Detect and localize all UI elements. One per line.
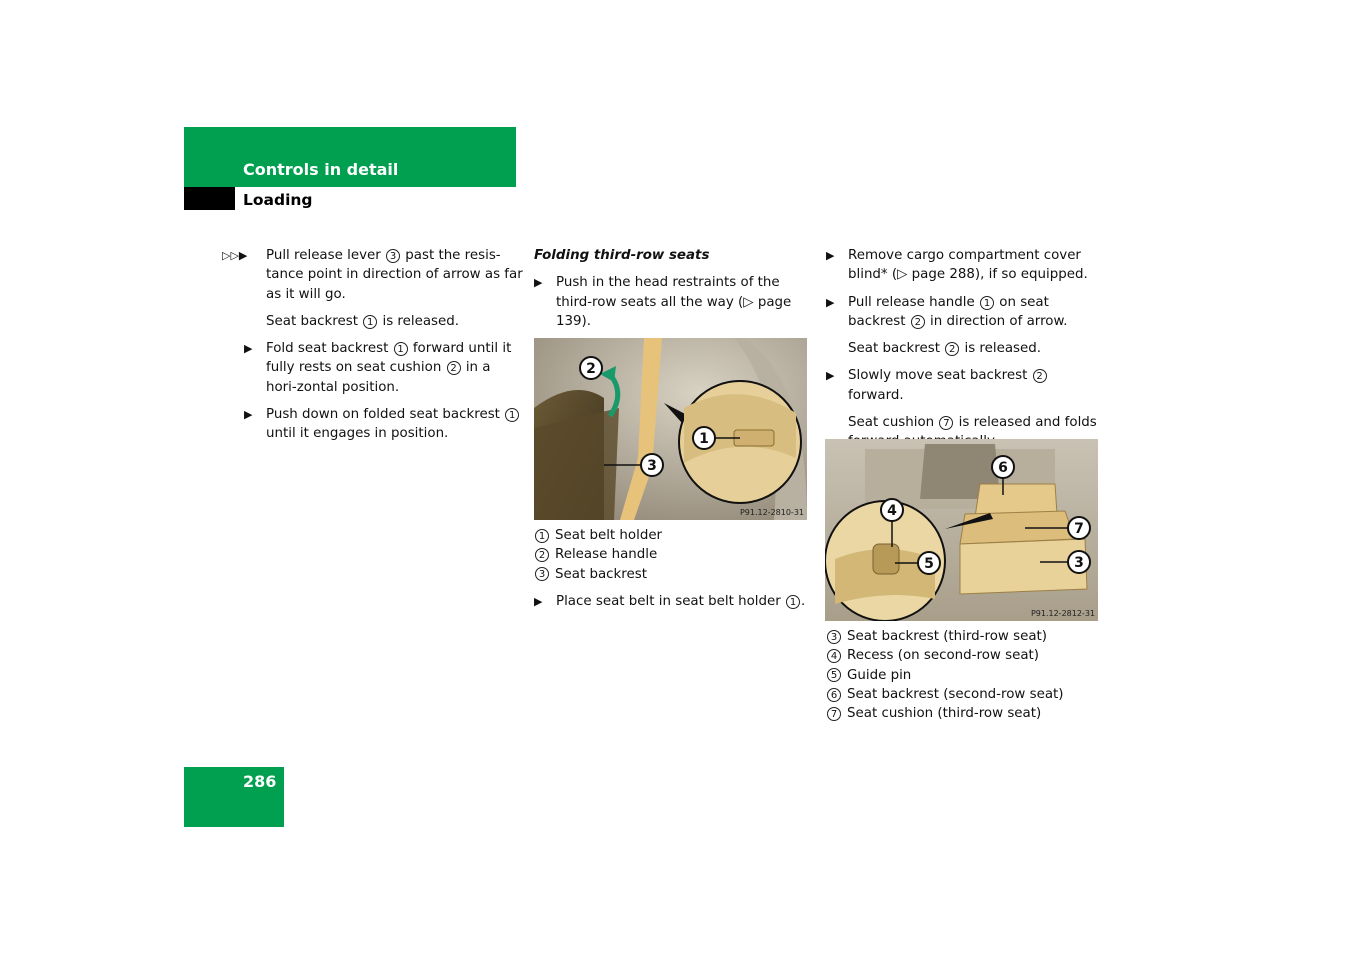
legend-item: 4 Recess (on second-row seat) <box>826 646 1106 665</box>
section-subtitle: Loading <box>243 191 313 209</box>
callout-ref: 3 <box>386 249 400 263</box>
section-title: Controls in detail <box>243 160 399 179</box>
bullet-icon: ▶ <box>534 276 543 290</box>
bullet-icon: ▶ <box>826 295 835 309</box>
legend-item: 1 Seat belt holder <box>534 526 809 545</box>
svg-text:3: 3 <box>1074 555 1084 571</box>
instruction-step: ▷▷▶ Pull release lever 3 past the resis-tance point in direction of arrow as far as it will go. <box>222 248 523 302</box>
callout-ref: 1 <box>363 315 377 329</box>
instruction-step: ▶ Push in the head restraints of the third-row seats all the way (▷ page 139). <box>534 275 792 329</box>
figure-code: P91.12-2812-31 <box>1030 609 1095 618</box>
instruction-step: ▶ Slowly move seat backrest 2 forward. <box>826 366 1106 405</box>
callout-2-badge <box>580 357 602 379</box>
bullet-icon: ▶ <box>244 342 253 356</box>
legend-item: 3 Seat backrest (third-row seat) <box>826 627 1106 646</box>
callout-ref: 2 <box>945 342 959 356</box>
column-1 <box>222 246 524 444</box>
svg-text:5: 5 <box>924 556 934 572</box>
continued-marker: ▷▷▶ <box>222 249 248 262</box>
result-note: Seat backrest 1 is released. <box>266 313 460 329</box>
legend-item: 2 Release handle <box>534 545 809 564</box>
callout-ref: 1 <box>394 342 408 356</box>
figure-code: P91.12-2810-31 <box>739 508 804 517</box>
header-marker <box>184 187 235 210</box>
bullet-icon: ▶ <box>826 249 835 262</box>
instruction-step: ▶ Place seat belt in seat belt holder 1 . <box>534 592 809 611</box>
svg-text:6: 6 <box>998 460 1008 476</box>
figure-1-legend <box>534 526 809 611</box>
instruction-step: ▶ Pull release handle 1 on seat backrest 2 in direction of arrow. <box>826 294 1068 329</box>
legend-item: 7 Seat cushion (third-row seat) <box>826 704 1106 723</box>
svg-text:1: 1 <box>699 431 709 447</box>
legend-item: 6 Seat backrest (second-row seat) <box>826 685 1106 704</box>
figure-cargo-seats <box>825 439 1098 621</box>
callout-ref: 2 <box>447 361 461 375</box>
instruction-step: ▶ Push down on folded seat backrest 1 until it engages in position. <box>244 405 524 444</box>
instruction-step: ▶ Remove cargo compartment cover blind* (▷ page 288), if so equipped. <box>826 248 1088 283</box>
column-2 <box>534 246 809 331</box>
subsection-heading: Folding third-row seats <box>534 248 710 263</box>
callout-ref: 2 <box>911 315 925 329</box>
callout-ref: 1 <box>786 595 800 609</box>
callout-ref: 2 <box>1033 369 1047 383</box>
figure-seat-belt-holder <box>534 338 807 520</box>
result-note: Seat backrest 2 is released. <box>848 341 1042 357</box>
bullet-icon: ▶ <box>244 408 253 422</box>
callout-ref: 7 <box>939 416 953 430</box>
svg-text:2: 2 <box>586 361 596 377</box>
callout-ref: 1 <box>505 408 519 422</box>
figure-2-legend <box>826 627 1106 723</box>
page-number: 286 <box>243 772 277 791</box>
svg-text:4: 4 <box>887 503 897 519</box>
callout-ref: 1 <box>980 296 994 310</box>
legend-item: 5 Guide pin <box>826 666 1106 685</box>
bullet-icon: ▶ <box>826 369 835 383</box>
instruction-step: ▶ Fold seat backrest 1 forward until it fully rests on seat cushion 2 in a hori-zontal position. <box>244 341 512 395</box>
bullet-icon: ▶ <box>534 594 543 608</box>
svg-text:7: 7 <box>1074 521 1084 537</box>
column-3 <box>826 246 1106 452</box>
result-note: Seat cushion 7 is released and folds <box>848 415 1097 431</box>
legend-item: 3 Seat backrest <box>534 565 809 584</box>
svg-text:3: 3 <box>647 458 657 474</box>
